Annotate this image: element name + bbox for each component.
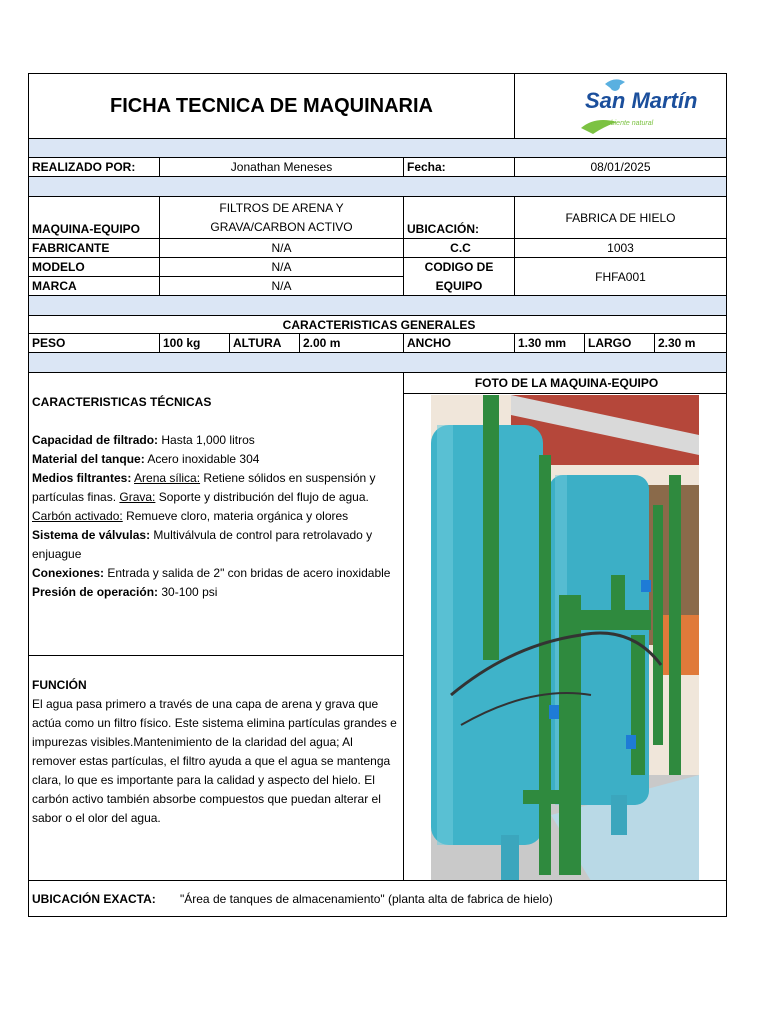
company-logo: [575, 76, 698, 138]
maquina-value: [159, 196, 404, 239]
maquina-label: [28, 196, 160, 239]
codigo-label-text: CODIGO DE EQUIPO: [424, 259, 494, 293]
funcion-title: FUNCIÓN: [32, 678, 87, 692]
foto-title: FOTO DE LA MAQUINA-EQUIPO: [403, 372, 727, 394]
spacer-band: [28, 352, 727, 373]
foto-cell: [403, 393, 727, 881]
altura-label: ALTURA: [229, 333, 300, 353]
fabricante-label: FABRICANTE: [28, 238, 160, 258]
fecha-value: 08/01/2025: [514, 157, 727, 177]
spacer-band: [28, 176, 727, 197]
valvulas-line: Sistema de válvulas: Multiválvula de control para retrolavado y enjuague: [32, 528, 373, 561]
peso-label: PESO: [28, 333, 160, 353]
largo-value: 2.30 m: [654, 333, 727, 353]
ubicacion-exacta-value: "Área de tanques de almacenamiento" (planta alta de fabrica de hielo): [180, 891, 553, 906]
capacidad-line: Capacidad de filtrado: Hasta 1,000 litros: [32, 433, 255, 447]
medios-line: Medios filtrantes: Arena sílica: Retiene sólidos en suspensión y partículas finas. Grava: Soporte y distribución del flujo de agua.: [32, 471, 376, 504]
conexiones-line: Conexiones: Entrada y salida de 2" con bridas de acero inoxidable: [32, 566, 391, 580]
carbon-line: Carbón activado: Remueve cloro, materia orgánica y olores: [32, 509, 349, 523]
ubicacion-label: [403, 196, 515, 239]
presion-line: Presión de operación: 30-100 psi: [32, 585, 218, 599]
general-title: CARACTERISTICAS GENERALES: [28, 315, 727, 334]
marca-value: N/A: [159, 276, 404, 296]
modelo-value: N/A: [159, 257, 404, 277]
cc-label: C.C: [403, 238, 515, 258]
peso-value: 100 kg: [159, 333, 230, 353]
funcion-section: [28, 655, 404, 881]
realizado-value: Jonathan Meneses: [159, 157, 404, 177]
logo-cell: [514, 73, 727, 139]
machine-photo: [431, 395, 699, 881]
funcion-text: El agua pasa primero a través de una capa de arena y grava que actúa como un filtro físico. Este sistema elimina partículas grandes e impurezas visibles.Mantenimiento de la claridad del agua; Al remover estas partículas, el filtro ayuda a que el agua se mantenga clara, lo que es importante para la calidad y aspecto del hielo. El carbón activo también absorbe compuestos que puedan alterar el sabor o el olor del agua.: [32, 697, 397, 825]
fabricante-value: N/A: [159, 238, 404, 258]
title-cell: [28, 73, 515, 139]
fecha-label: Fecha:: [403, 157, 515, 177]
marca-label: MARCA: [28, 276, 160, 296]
tecnicas-section: [28, 372, 404, 656]
codigo-value: FHFA001: [514, 257, 727, 296]
cc-value: 1003: [514, 238, 727, 258]
altura-value: 2.00 m: [299, 333, 404, 353]
ubicacion-value: FABRICA DE HIELO: [514, 196, 727, 239]
tecnicas-title: CARACTERISTICAS TÉCNICAS: [32, 395, 212, 409]
spacer-band: [28, 138, 727, 158]
realizado-label: REALIZADO POR:: [28, 157, 160, 177]
ubicacion-exacta-row: [28, 880, 727, 917]
maquina-label-text: MAQUINA-EQUIPO: [32, 222, 140, 236]
page-title: FICHA TECNICA DE MAQUINARIA: [110, 94, 433, 117]
ancho-value: 1.30 mm: [514, 333, 585, 353]
logo-text: San Martín: [585, 88, 698, 113]
logo-tagline: ambiente natural: [601, 120, 654, 127]
largo-label: LARGO: [584, 333, 655, 353]
modelo-label: MODELO: [28, 257, 160, 277]
ubicacion-exacta-label: UBICACIÓN EXACTA:: [32, 891, 156, 906]
material-line: Material del tanque: Acero inoxidable 304: [32, 452, 260, 466]
spacer-band: [28, 295, 727, 316]
maquina-value-text: FILTROS DE ARENA Y GRAVA/CARBON ACTIVO: [210, 200, 353, 234]
codigo-label: [403, 257, 515, 296]
ancho-label: ANCHO: [403, 333, 515, 353]
ubicacion-label-text: UBICACIÓN:: [407, 222, 479, 236]
